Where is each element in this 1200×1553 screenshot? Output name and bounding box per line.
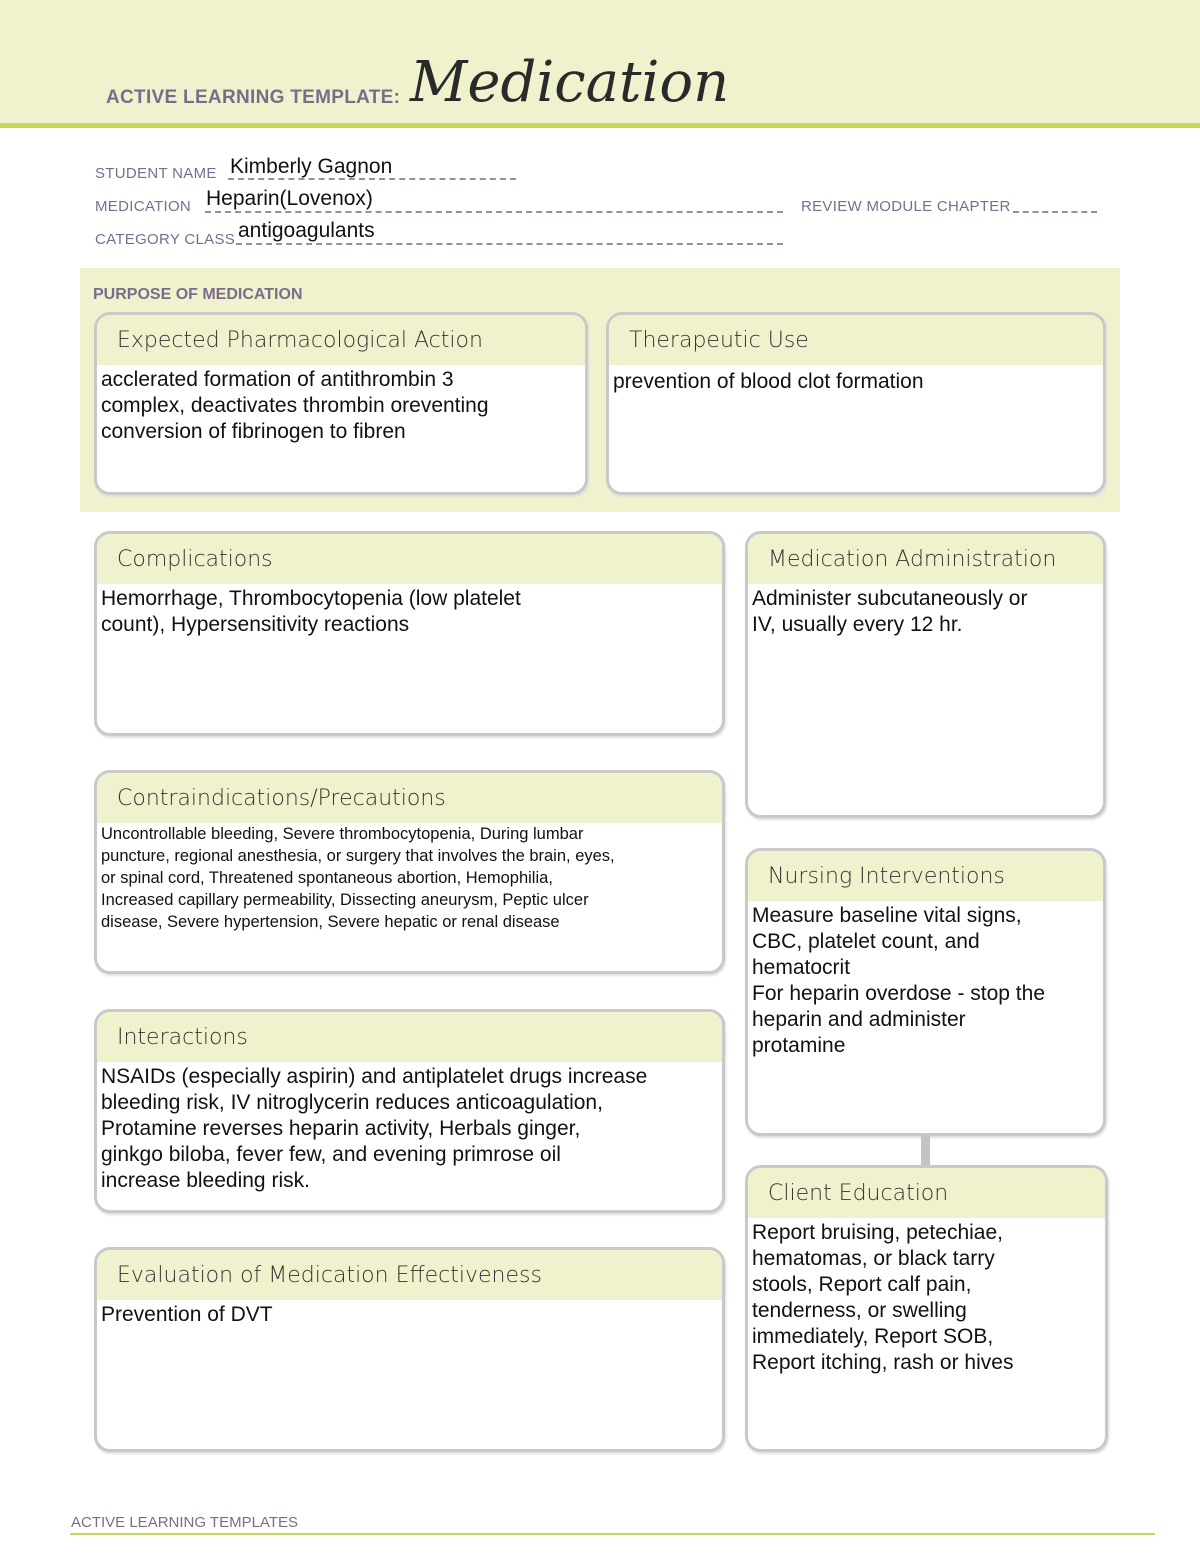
complications-box — [94, 531, 725, 736]
evaluation-box — [94, 1247, 725, 1452]
therapeutic-use-text[interactable]: prevention of blood clot formation — [613, 370, 924, 393]
contraindications-heading: Contraindications/Precautions — [97, 773, 722, 823]
student-name-field[interactable]: Kimberly Gagnon — [230, 155, 393, 178]
review-module-label: REVIEW MODULE CHAPTER — [801, 198, 1011, 215]
client-education-box — [745, 1165, 1108, 1452]
interactions-text[interactable]: NSAIDs (especially aspirin) and antiplatelet drugs increase bleeding risk, IV nitroglycerin reduces anticoagulation, Protamine reverses heparin activity, Herbals ginger, ginkgo biloba, fever few, and evening primrose oil increase bleeding risk. — [101, 1065, 648, 1192]
evaluation-heading: Evaluation of Medication Effectiveness — [97, 1250, 722, 1300]
purpose-title: PURPOSE OF MEDICATION — [93, 286, 303, 303]
client-education-heading: Client Education — [748, 1168, 1105, 1218]
therapeutic-use-box — [606, 312, 1106, 495]
medication-label: MEDICATION — [95, 198, 192, 215]
nursing-interventions-text[interactable]: Measure baseline vital signs, CBC, platelet count, and hematocrit For heparin overdose - stop the heparin and administer protamine — [752, 904, 1045, 1057]
page-title: Medication — [410, 50, 730, 115]
category-class-field[interactable]: antigoagulants — [238, 219, 375, 242]
nursing-interventions-heading: Nursing Interventions — [748, 851, 1103, 901]
nursing-interventions-box — [745, 848, 1106, 1136]
expected-action-text[interactable]: acclerated formation of antithrombin 3 complex, deactivates thrombin oreventing conversion of fibrinogen to fibren — [101, 368, 489, 443]
header-divider — [0, 123, 1200, 128]
footer-divider — [70, 1533, 1155, 1535]
contraindications-box — [94, 770, 725, 974]
medication-field[interactable]: Heparin(Lovenox) — [206, 187, 373, 210]
category-underline — [236, 243, 783, 245]
expected-action-heading: Expected Pharmacological Action — [97, 315, 585, 365]
administration-heading: Medication Administration — [748, 534, 1103, 584]
administration-box — [745, 531, 1106, 818]
expected-action-box — [94, 312, 588, 495]
client-education-text[interactable]: Report bruising, petechiae, hematomas, or black tarry stools, Report calf pain, tenderness, or swelling immediately, Report SOB, Report itching, rash or hives — [752, 1221, 1014, 1374]
complications-heading: Complications — [97, 534, 722, 584]
medication-underline — [205, 211, 783, 213]
student-name-label: STUDENT NAME — [95, 165, 217, 182]
review-module-field[interactable] — [1013, 211, 1097, 213]
administration-text[interactable]: Administer subcutaneously or IV, usually every 12 hr. — [752, 587, 1028, 636]
complications-text[interactable]: Hemorrhage, Thrombocytopenia (low platelet count), Hypersensitivity reactions — [101, 587, 521, 636]
contraindications-text[interactable]: Uncontrollable bleeding, Severe thrombocytopenia, During lumbar puncture, regional anesthesia, or surgery that involves the brain, eyes, or spinal cord, Threatened spontaneous abortion, Hemophilia, Increased capillary permeability, Dissecting aneurysm, Peptic ulcer disease, Severe hypertension, Severe hepatic or renal disease — [101, 825, 615, 931]
interactions-heading: Interactions — [97, 1012, 722, 1062]
evaluation-text[interactable]: Prevention of DVT — [101, 1303, 273, 1326]
footer-label: ACTIVE LEARNING TEMPLATES — [71, 1514, 298, 1531]
connector-bar — [921, 1135, 930, 1167]
template-label: ACTIVE LEARNING TEMPLATE: — [106, 87, 401, 108]
category-class-label: CATEGORY CLASS — [95, 231, 236, 248]
therapeutic-use-heading: Therapeutic Use — [609, 315, 1103, 365]
interactions-box — [94, 1009, 725, 1213]
